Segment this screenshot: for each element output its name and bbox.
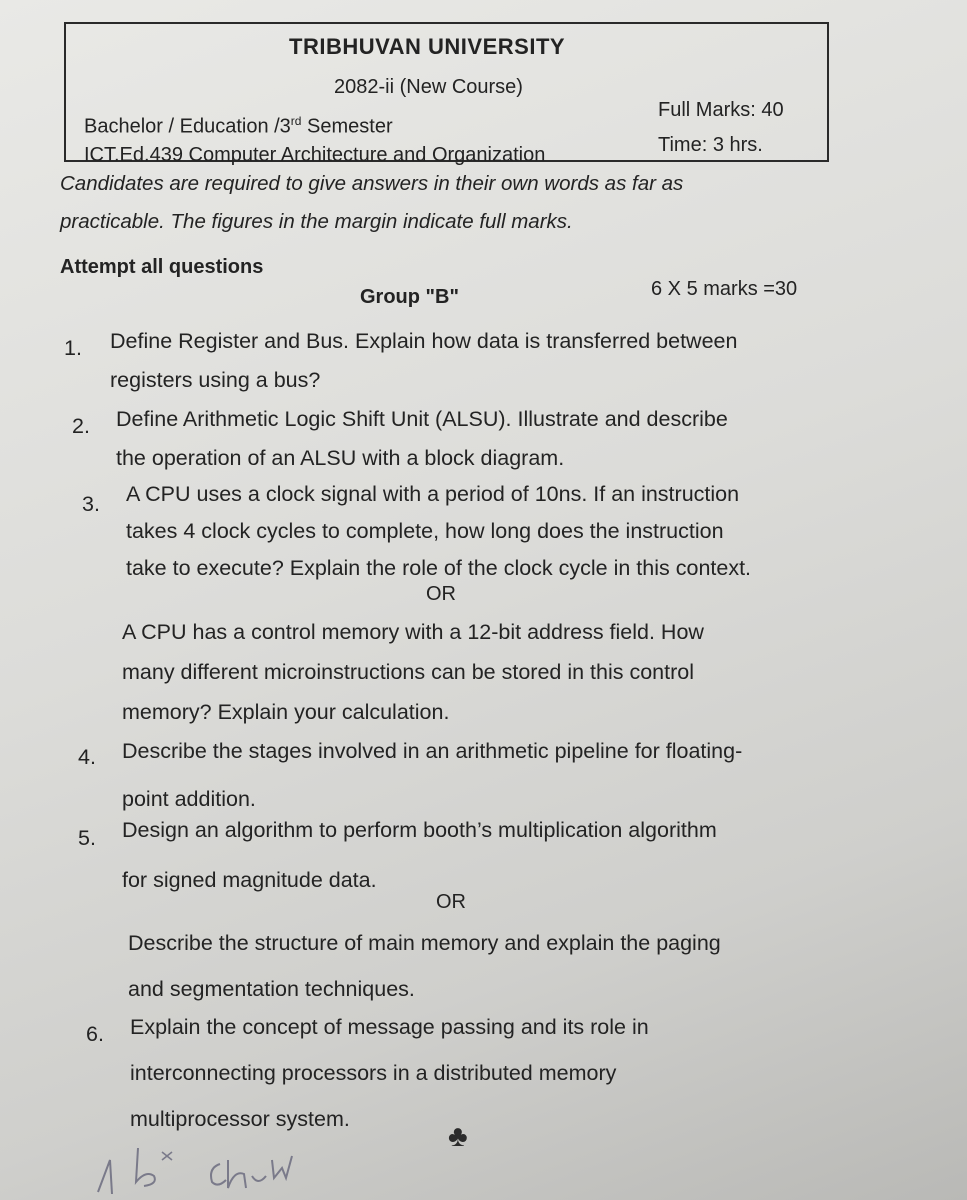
exam-header-box bbox=[64, 22, 829, 166]
club-icon: ♣ bbox=[448, 1120, 468, 1153]
course-year: 2082-ii (New Course) bbox=[334, 76, 523, 98]
question-line: multiprocessor system. bbox=[130, 1107, 350, 1131]
question-line: Explain the concept of message passing and its role in bbox=[130, 1015, 649, 1039]
instruction-line-1: Candidates are required to give answers in their own words as far as bbox=[60, 172, 684, 195]
question-line: Describe the structure of main memory and explain the paging bbox=[128, 931, 721, 955]
question-line: the operation of an ALSU with a block diagram. bbox=[116, 446, 565, 470]
question-3 bbox=[126, 476, 751, 587]
question-line: A CPU has a control memory with a 12-bit address field. How bbox=[122, 620, 704, 644]
question-line: Describe the stages involved in an arithmetic pipeline for floating- bbox=[122, 739, 743, 763]
exam-time: Time: 3 hrs. bbox=[658, 134, 763, 156]
level-suffix: Semester bbox=[301, 115, 393, 138]
question-line: Define Register and Bus. Explain how data is transferred between bbox=[110, 329, 738, 353]
level-prefix: Bachelor / Education /3 bbox=[84, 115, 291, 138]
question-line: Design an algorithm to perform booth’s multiplication algorithm bbox=[122, 818, 717, 842]
program-level bbox=[84, 114, 393, 139]
subject-title: ICT.Ed.439 Computer Architecture and Organization bbox=[84, 144, 546, 166]
question-number: 1. bbox=[64, 336, 82, 360]
university-name: TRIBHUVAN UNIVERSITY bbox=[289, 34, 566, 59]
level-superscript: rd bbox=[290, 114, 302, 128]
group-marks: 6 X 5 marks =30 bbox=[651, 278, 798, 300]
question-line: memory? Explain your calculation. bbox=[122, 700, 450, 724]
or-separator: OR bbox=[436, 891, 466, 913]
question-number: 5. bbox=[78, 826, 96, 850]
question-number: 2. bbox=[72, 414, 90, 438]
question-1 bbox=[110, 322, 737, 400]
full-marks: Full Marks: 40 bbox=[658, 99, 784, 121]
instruction-line-2: practicable. The figures in the margin indicate full marks. bbox=[60, 210, 573, 233]
question-line: registers using a bus? bbox=[110, 368, 321, 392]
attempt-all-label: Attempt all questions bbox=[60, 256, 264, 278]
question-line: takes 4 clock cycles to complete, how long does the instruction bbox=[126, 519, 724, 543]
question-line: and segmentation techniques. bbox=[128, 977, 415, 1001]
question-number: 6. bbox=[86, 1022, 104, 1046]
question-5 bbox=[122, 805, 717, 905]
question-6 bbox=[130, 1004, 649, 1142]
group-title: Group "B" bbox=[360, 286, 459, 308]
question-number: 4. bbox=[78, 745, 96, 769]
question-number: 3. bbox=[82, 492, 100, 516]
question-line: A CPU uses a clock signal with a period of 10ns. If an instruction bbox=[126, 482, 740, 506]
question-line: interconnecting processors in a distributed memory bbox=[130, 1061, 617, 1085]
question-line: many different microinstructions can be stored in this control bbox=[122, 660, 695, 684]
question-line: point addition. bbox=[122, 787, 256, 811]
pen-scribble-mark bbox=[88, 1130, 308, 1200]
question-2 bbox=[116, 400, 728, 478]
question-line: Define Arithmetic Logic Shift Unit (ALSU). Illustrate and describe bbox=[116, 407, 728, 431]
question-line: for signed magnitude data. bbox=[122, 868, 377, 892]
or-separator: OR bbox=[426, 583, 456, 605]
question-5-alternative bbox=[128, 920, 721, 1012]
question-3-alternative bbox=[122, 612, 704, 732]
question-line: take to execute? Explain the role of the clock cycle in this context. bbox=[126, 556, 752, 580]
